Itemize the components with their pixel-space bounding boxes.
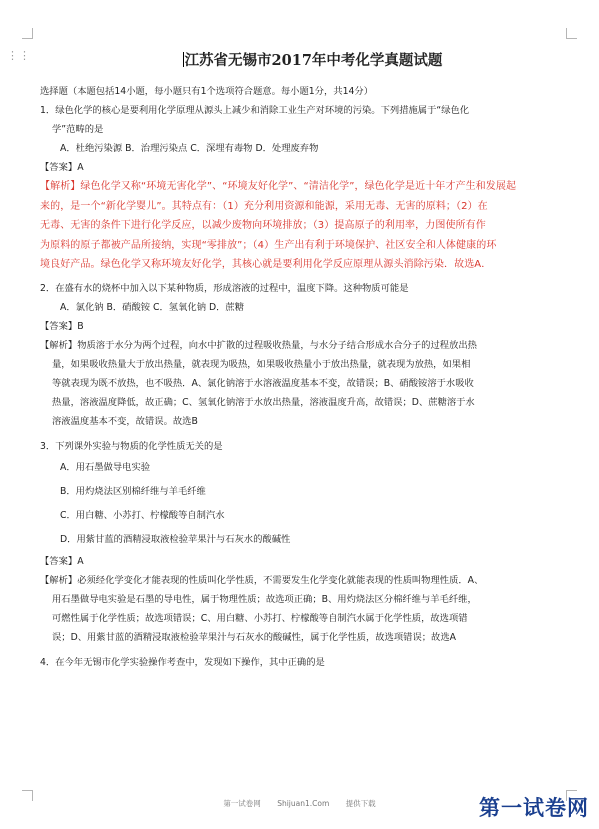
text-cursor	[183, 52, 184, 67]
question-2-analysis	[40, 336, 585, 431]
crop-mark-top-right	[566, 28, 577, 39]
question-4-stem: 4．在今年无锡市化学实验操作考查中，发现如下操作，其中正确的是	[40, 656, 325, 668]
analysis-line: 热量，溶液温度降低，故正确；C、氢氧化钠溶于水放出热量，溶液温度升高，故错误；D、蔗糖溶于水	[52, 396, 475, 408]
footer-provider: 提供下载	[345, 799, 376, 808]
analysis-line: 量，如果吸收热量大于放出热量，就表现为吸热，如果吸收热量小于放出热量，就表现为放热，如果相	[52, 358, 471, 370]
analysis-line: 来的，是一个“新化学婴儿”。其特点有：（1）充分利用资源和能源，采用无毒、无害的原料；（2）在	[40, 200, 488, 212]
question-3-stem: 3．下列课外实验与物质的化学性质无关的是	[40, 440, 223, 452]
question-3-options	[40, 456, 585, 552]
document-page	[40, 46, 585, 672]
analysis-line: 可燃性属于化学性质；故选项错误；C、用白糖、小苏打、柠檬酸等自制汽水属于化学性质，故选项错	[52, 612, 468, 624]
question-1-stem-line-1: 1．绿色化学的核心是要利用化学原理从源头上减少和消除工业生产对环境的污染。下列措施属于“绿色化	[40, 105, 470, 116]
crop-mark-top-left	[22, 28, 33, 39]
question-2-options: A．氯化钠 B．硝酸铵 C．氢氧化钠 D．蔗糖	[60, 301, 245, 313]
question-2-answer: 【答案】B	[40, 320, 84, 332]
question-2-stem: 2．在盛有水的烧杯中加入以下某种物质，形成溶液的过程中，温度下降。这种物质可能是	[40, 282, 409, 294]
footer-site-name: 第一试卷网	[223, 799, 261, 808]
analysis-line: 【解析】物质溶于水分为两个过程，向水中扩散的过程吸收热量，与水分子结合形成水合分子的过程放出热	[40, 339, 477, 351]
analysis-line: 溶液温度基本不变，故错误。故选B	[52, 415, 198, 427]
section-heading: 选择题（本题包括14小题，每小题只有1个选项符合题意。每小题1分，共14分）	[40, 86, 373, 97]
drag-handle-icon[interactable]: ⋮⋮	[7, 49, 31, 62]
document-title-text: 江苏省无锡市2017年中考化学真题试题	[184, 52, 443, 69]
question-1-options: A．杜绝污染源 B．治理污染点 C．深埋有毒物 D．处理废弃物	[60, 143, 319, 154]
footer-domain: Shijuan1.Com	[277, 799, 330, 808]
analysis-line: 等就表现为既不放热，也不吸热．A、氯化钠溶于水溶液温度基本不变，故错误；B、硝酸铵溶于水吸收	[52, 377, 474, 389]
analysis-line: 误；D、用紫甘蓝的酒精浸取液检验苹果汁与石灰水的酸碱性，属于化学性质，故选项错误；故选A	[52, 631, 456, 643]
analysis-line: 无毒、无害的条件下进行化学反应，以减少废物向环境排放；（3）提高原子的利用率，力图使所有作	[40, 220, 486, 231]
analysis-line: 为原料的原子都被产品所接纳，实现“零排放”；（4）生产出有利于环境保护、社区安全和人体健康的环	[40, 239, 497, 251]
analysis-line: 【解析】必须经化学变化才能表现的性质叫化学性质，不需要发生化学变化就能表现的性质叫物理性质．A、	[40, 574, 484, 586]
watermark-logo: 第一试卷网	[479, 796, 589, 820]
document-title[interactable]	[40, 46, 585, 70]
option-c: C．用白糖、小苏打、柠檬酸等自制汽水	[60, 509, 225, 521]
option-b: B．用灼烧法区别棉纤维与羊毛纤维	[60, 485, 206, 497]
question-1-analysis	[40, 177, 585, 275]
question-1-answer: 【答案】A	[40, 162, 84, 173]
option-d: D．用紫甘蓝的酒精浸取液检验苹果汁与石灰水的酸碱性	[60, 533, 291, 545]
question-3-answer: 【答案】A	[40, 555, 84, 567]
question-3-analysis	[40, 571, 585, 647]
analysis-line: 境良好产品。绿色化学又称环境友好化学，其核心就是要利用化学反应原理从源头消除污染．故选A．	[40, 259, 492, 270]
option-a: A．用石墨做导电实验	[60, 461, 151, 473]
analysis-line: 【解析】绿色化学又称“环境无害化学”、“环境友好化学”、“清洁化学”，绿色化学是近十年才产生和发展起	[40, 181, 517, 192]
analysis-line: 用石墨做导电实验是石墨的导电性，属于物理性质；故选项正确；B、用灼烧法区分棉纤维与羊毛纤维，	[52, 593, 477, 605]
question-1-stem-line-2: 学”范畴的是	[52, 124, 104, 135]
